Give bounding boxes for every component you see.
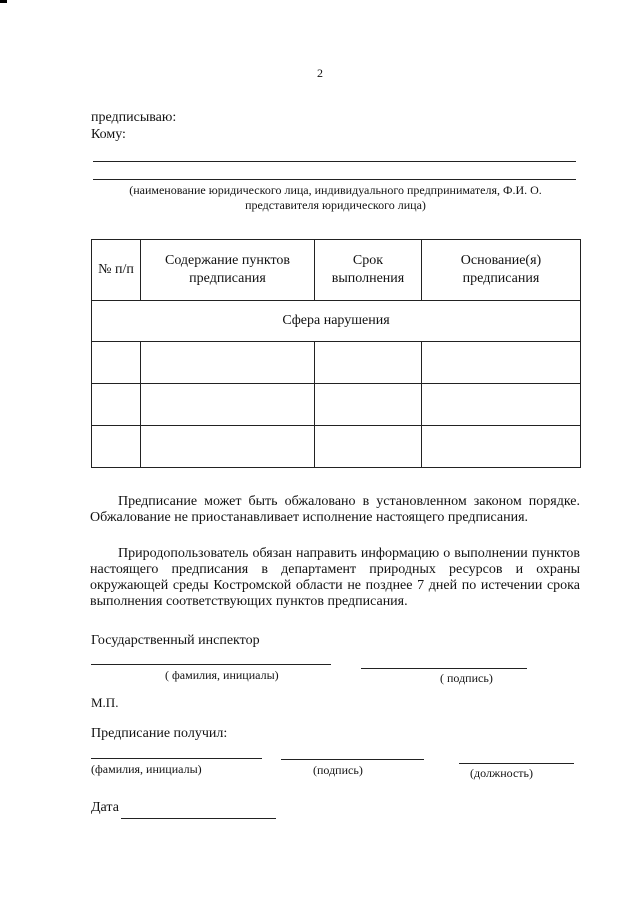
received-position-line — [459, 763, 574, 764]
recipient-caption-line2: представителя юридического лица) — [245, 198, 426, 212]
header-number: № п/п — [92, 240, 141, 301]
recipient-line-2 — [93, 179, 576, 180]
table-row — [92, 384, 581, 426]
received-position-caption: (должность) — [470, 766, 533, 780]
date-label: Дата — [91, 800, 119, 815]
obligation-paragraph: Природопользователь обязан направить информацию о выполнении пунктов настоящего предписания в департамент природных ресурсов и охраны окружающей среды Костромской области не позднее 7 дней по истечении срока выполнения соответствующих пунктов предписания. — [90, 546, 580, 609]
table-row — [92, 342, 581, 384]
table-section-row — [92, 301, 581, 342]
header-deadline: Срок выполнения — [315, 240, 422, 301]
received-signature-caption: (подпись) — [313, 763, 363, 777]
section-violation-sphere: Сфера нарушения — [92, 301, 581, 342]
appeal-paragraph: Предписание может быть обжаловано в установленном законом порядке. Обжалование не приостанавливает исполнение настоящего предписания. — [90, 494, 580, 525]
inspector-name-line — [91, 664, 331, 665]
scan-corner-mark — [0, 0, 7, 3]
received-signature-line — [281, 759, 424, 760]
inspector-title: Государственный инспектор — [91, 633, 260, 648]
received-title: Предписание получил: — [91, 726, 228, 741]
preamble-prescribe: предписываю: — [91, 110, 177, 125]
header-basis: Основание(я) предписания — [422, 240, 581, 301]
prescription-table — [91, 239, 581, 468]
inspector-name-caption: ( фамилия, инициалы) — [165, 668, 279, 682]
header-content: Содержание пунктов предписания — [141, 240, 315, 301]
received-name-line — [91, 758, 262, 759]
date-line — [121, 818, 276, 819]
table-header-row — [92, 240, 581, 301]
page-number: 2 — [317, 66, 323, 80]
table-row — [92, 426, 581, 468]
recipient-caption-line1: (наименование юридического лица, индивидуального предпринимателя, Ф.И. О. — [129, 183, 542, 197]
recipient-line-1 — [93, 161, 576, 162]
stamp-label: М.П. — [91, 695, 119, 710]
received-name-caption: (фамилия, инициалы) — [91, 762, 202, 776]
inspector-signature-caption: ( подпись) — [440, 671, 493, 685]
preamble-to-whom: Кому: — [91, 127, 126, 142]
inspector-signature-line — [361, 668, 527, 669]
